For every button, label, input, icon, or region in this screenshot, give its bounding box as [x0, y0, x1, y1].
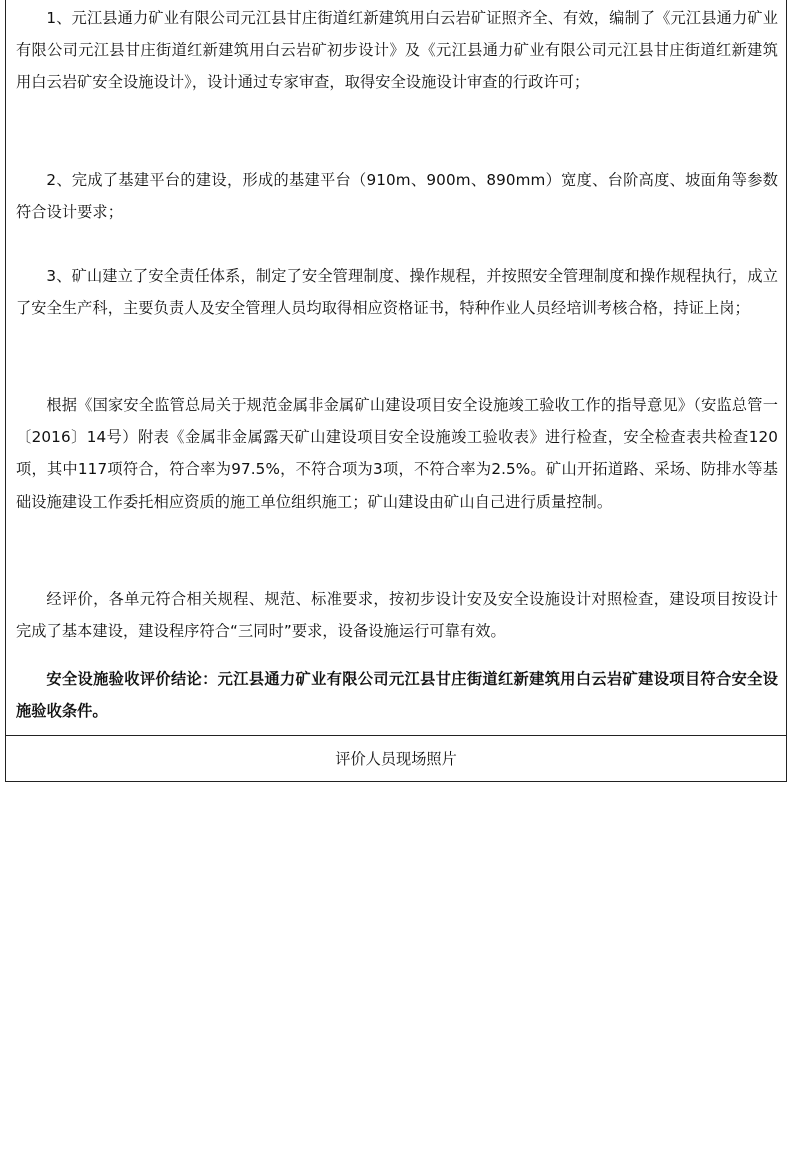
evaluation-table: [5, 0, 787, 782]
paragraph-inspection-result: 根据《国家安全监管总局关于规范金属非金属矿山建设项目安全设施竣工验收工作的指导意见》（安监总管一〔2016〕14号）附表《金属非金属露天矿山建设项目安全设施竣工验收表》进行检查，安全检查表共检查120项，其中117项符合，符合率为97.5%，不符合项为3项，不符合率为2.5%。矿山开拓道路、采场、防排水等基础设施建设工作委托相应资质的施工单位组织施工；矿山建设由矿山自己进行质量控制。: [16, 396, 778, 511]
paragraph-license-design: 1、元江县通力矿业有限公司元江县甘庄街道红新建筑用白云岩矿证照齐全、有效，编制了《元江县通力矿业有限公司元江县甘庄街道红新建筑用白云岩矿初步设计》及《元江县通力矿业有限公司元江县甘庄街道红新建筑用白云岩矿安全设施设计》，设计通过专家审查，取得安全设施设计审查的行政许可；: [16, 9, 778, 92]
photo-section-label: 评价人员现场照片: [335, 750, 457, 768]
evaluation-content-cell: [6, 0, 786, 736]
paragraph-platform-construction: 2、完成了基建平台的建设，形成的基建平台（910m、900m、890mm）宽度、台阶高度、坡面角等参数符合设计要求；: [16, 171, 778, 222]
conclusion-paragraph: 安全设施验收评价结论：元江县通力矿业有限公司元江县甘庄街道红新建筑用白云岩矿建设项目符合安全设施验收条件。: [16, 670, 778, 721]
paragraph-evaluation: 经评价，各单元符合相关规程、规范、标准要求，按初步设计安及安全设施设计对照检查，建设项目按设计完成了基本建设，建设程序符合“三同时”要求，设备设施运行可靠有效。: [16, 590, 778, 641]
paragraph-safety-management: 3、矿山建立了安全责任体系，制定了安全管理制度、操作规程，并按照安全管理制度和操作规程执行，成立了安全生产科，主要负责人及安全管理人员均取得相应资格证书，特种作业人员经培训考核合格，持证上岗；: [16, 267, 778, 318]
photo-section-header: [6, 736, 786, 781]
